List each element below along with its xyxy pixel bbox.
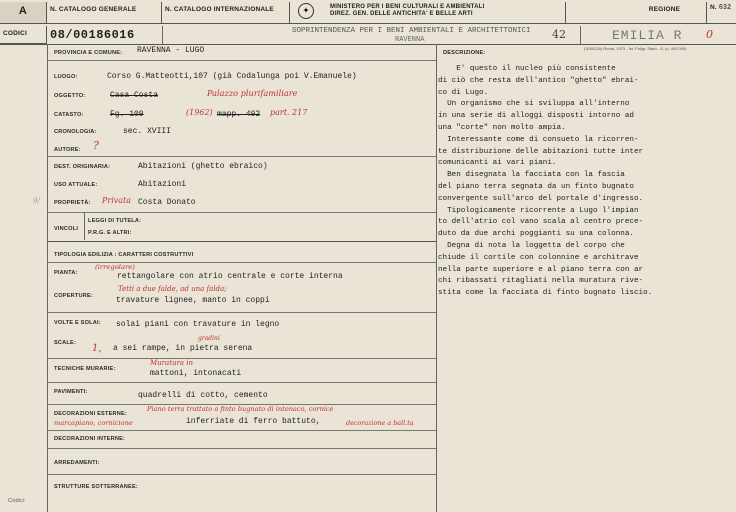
tipologia-label: TIPOLOGIA EDILIZIA : CARATTERI COSTRUTTIVI <box>54 252 194 258</box>
ministero-heading <box>290 2 565 24</box>
n-label-cell <box>707 2 736 24</box>
catasto-label: CATASTO: <box>54 112 84 118</box>
uso-value: Abitazioni <box>138 180 187 189</box>
regione-value: EMILIA R <box>612 28 683 43</box>
decorazioni-int-label: DECORAZIONI INTERNE: <box>54 436 126 442</box>
regione-mark: 0 <box>706 28 713 41</box>
number-42: 42 <box>552 28 566 41</box>
cat-internazionale-label: N. CATALOGO INTERNAZIONALE <box>162 2 290 24</box>
soprintendenza-city: RAVENNA <box>395 36 425 44</box>
emblem-icon: ✦ <box>298 3 314 19</box>
codice-side-label: Codici <box>8 498 25 504</box>
pavimenti-label: PAVIMENTI: <box>54 389 88 395</box>
decorazioni-est-label: DECORAZIONI ESTERNE: <box>54 411 127 417</box>
catasto-hand-1: (1962) <box>186 108 213 117</box>
dest-label: DEST. ORIGINARIA: <box>54 164 111 170</box>
volte-label: VOLTE E SOLAI: <box>54 320 101 326</box>
decorazioni-est-hand-2: marcapiano, cornicione <box>54 419 133 427</box>
n-value: 632 <box>718 4 732 11</box>
tecniche-label: TECNICHE MURARIE: <box>54 366 116 372</box>
n-label: N. <box>710 4 717 11</box>
catasto-hand-2: part. 217 <box>270 108 308 117</box>
proprieta-hand: Privata <box>102 196 132 205</box>
descrizione-label: DESCRIZIONE: <box>443 50 486 56</box>
oggetto-value: Casa Costa <box>110 91 159 100</box>
strutture-label: STRUTTURE SOTTERRANEE: <box>54 484 138 490</box>
prg-label: P.R.G. E ALTRI: <box>88 230 132 236</box>
luogo-label: LUOGO: <box>54 74 78 80</box>
description-para-3: Interessante come di consueto la ricorren- te distribuzione delle abitazioni tutte inter comunicanti ai vari piani. <box>438 135 644 168</box>
volte-value: solai piani con travature in legno <box>116 320 280 329</box>
codici-label: CODICI <box>0 26 47 44</box>
catasto-value-2: mapp. 492 <box>217 110 261 119</box>
description-text <box>438 64 730 300</box>
decorazioni-est-hand-3: decorazione a ball.ta <box>346 419 414 427</box>
tecniche-value: mattoni, intonacati <box>150 369 242 378</box>
oggetto-hand: Palazzo plurifamiliare <box>207 88 298 98</box>
coperture-value: travature lignee, manto in coppi <box>116 296 270 305</box>
pavimenti-value: quadrelli di cotto, cemento <box>138 391 268 400</box>
tecniche-hand: Muratura in <box>150 359 194 367</box>
description-para-1: E' questo il nucleo più consistente di ciò che resta dell'antico "ghetto" ebrai- co di Lugo. <box>438 65 639 97</box>
ministero-line-1: MINISTERO PER I BENI CULTURALI E AMBIENTALI <box>330 4 485 10</box>
arredamenti-label: ARREDAMENTI: <box>54 460 100 466</box>
printer-note: (3005239) Roma, 1973 - Ist. Poligr. Stato - S. (c. 400.000) <box>584 46 687 51</box>
pianta-label: PIANTA: <box>54 270 78 276</box>
oggetto-label: OGGETTO: <box>54 93 86 99</box>
regione-label: REGIONE <box>565 2 707 24</box>
luogo-value: Corso G.Matteotti,107 (già Codalunga poi V.Emanuele) <box>107 72 357 81</box>
autore-hand: ? <box>93 139 99 152</box>
pianta-hand: (irregolare) <box>95 263 135 271</box>
proprieta-value: Costa Donato <box>138 198 196 207</box>
provincia-label: PROVINCIA E COMUNE: <box>54 50 123 56</box>
coperture-label: COPERTURE: <box>54 293 93 299</box>
coperture-hand: Tetti a due falde, ad una falda; <box>118 285 227 293</box>
codice-value: 08/00186016 <box>50 28 135 42</box>
margin-note: 9/ <box>33 197 40 205</box>
provincia-value: RAVENNA - LUGO <box>137 46 205 55</box>
scale-label: SCALE: <box>54 340 77 346</box>
description-para-5: Tipologicamente ricorrente a Lugo l'impian to dell'atrio col vano scala al centro prece- duto da due archi poggianti su una colonna. <box>438 206 644 239</box>
decorazioni-est-hand-1: Piano terra trattato a finto bugnato di intonaco, cornice <box>147 405 334 413</box>
vincoli-label: VINCOLI <box>54 226 79 232</box>
dest-value: Abitazioni (ghetto ebraico) <box>138 162 268 171</box>
uso-label: USO ATTUALE: <box>54 182 98 188</box>
scale-value: a sei rampe, in pietra serena <box>113 344 253 353</box>
soprintendenza-label: SOPRINTENDENZA PER I BENI AMBIENTALI E ARCHITETTONICI <box>292 27 531 35</box>
cronologia-value: sec. XVIII <box>123 127 172 136</box>
description-para-4: Ben disegnata la facciata con la fascia del piano terra segnata da un finto bugnato convergente sull'arco del portale d'ingresso. <box>438 171 644 203</box>
scale-hand-2: 1, <box>92 343 102 354</box>
scale-hand: gradini <box>198 335 220 342</box>
decorazioni-est-value: inferriate di ferro battuto, <box>186 417 321 426</box>
ministero-line-2: DIREZ. GEN. DELLE ANTICHITA' E BELLE ARTI <box>330 11 473 17</box>
proprieta-label: PROPRIETÀ: <box>54 200 91 206</box>
autore-label: AUTORE: <box>54 147 81 153</box>
leggi-label: LEGGI DI TUTELA: <box>88 218 142 224</box>
description-para-6: Degna di nota la loggetta del corpo che chiude il cortile con colonnine e architrave nella parte superiore e al piano terra con ar chi ribassati ritagliati nella muratura rive- stita come la facciata di finto bugnato liscio. <box>438 241 653 298</box>
cat-generale-label: N. CATALOGO GENERALE <box>47 2 162 24</box>
pianta-value: rettangolare con atrio centrale e corte interna <box>117 272 343 281</box>
description-para-2: Un organismo che si sviluppa all'interno in una serie di alloggi disposti intorno ad una "corte" non molto ampia. <box>438 100 634 132</box>
corner-letter: A <box>0 2 47 24</box>
cronologia-label: CRONOLOGIA: <box>54 129 97 135</box>
catasto-value: Fg. 109 <box>110 110 144 119</box>
